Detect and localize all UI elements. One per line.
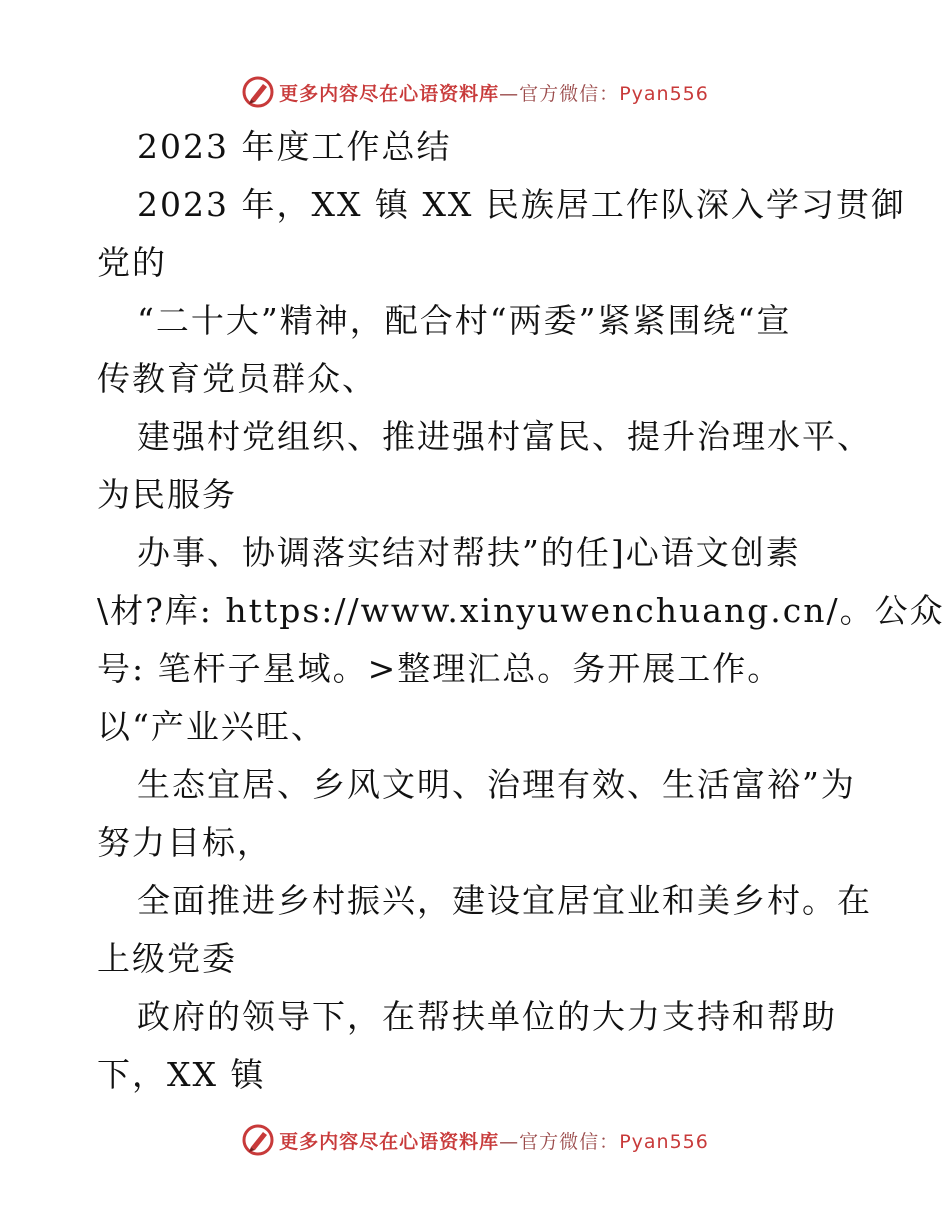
document-body: [97, 118, 945, 1104]
footer-banner-text: [279, 1127, 709, 1154]
header-banner-sub: —官方微信：: [499, 82, 620, 105]
document-line: 上级党委: [97, 939, 237, 978]
footer-banner-sub: —官方微信：: [499, 1130, 620, 1153]
document-line: 政府的领导下，在帮扶单位的大力支持和帮助: [137, 997, 837, 1036]
header-banner-id: Pyan556: [619, 82, 709, 105]
pen-circle-logo-icon: [241, 75, 275, 109]
document-line: 号: 笔杆子星域。>整理汇总。务开展工作。: [97, 649, 783, 688]
document-line: 建强村党组织、推进强村富民、提升治理水平、: [137, 417, 872, 456]
footer-banner-main: 更多内容尽在心语资料库: [279, 1130, 500, 1153]
document-line: “二十大”精神，配合村“两委”紧紧围绕“宣: [137, 301, 792, 340]
document-line: 办事、协调落实结对帮扶”的任]心语文创素: [137, 533, 801, 572]
document-line: 传教育党员群众、: [97, 359, 377, 398]
footer-banner-id: Pyan556: [619, 1130, 709, 1153]
document-line: 2023 年度工作总结: [137, 127, 452, 166]
footer-watermark-banner: [0, 1120, 950, 1160]
document-line: 党的: [97, 243, 167, 282]
document-line: 努力目标，: [97, 823, 272, 862]
header-banner-main: 更多内容尽在心语资料库: [279, 82, 500, 105]
document-line: 2023 年，XX 镇 XX 民族居工作队深入学习贯御: [137, 185, 906, 224]
pen-circle-logo-icon: [241, 1123, 275, 1157]
document-line: 以“产业兴旺、: [97, 707, 326, 746]
header-watermark-banner: [0, 72, 950, 112]
document-line: \材?库: https://www.xinyuwenchuang.cn/。公众: [97, 591, 945, 630]
document-line: 为民服务: [97, 475, 237, 514]
document-line: 生态宜居、乡风文明、治理有效、生活富裕”为: [137, 765, 856, 804]
document-line: 下，XX 镇: [97, 1055, 266, 1094]
header-banner-text: [279, 79, 709, 106]
document-line: 全面推进乡村振兴，建设宜居宜业和美乡村。在: [137, 881, 872, 920]
